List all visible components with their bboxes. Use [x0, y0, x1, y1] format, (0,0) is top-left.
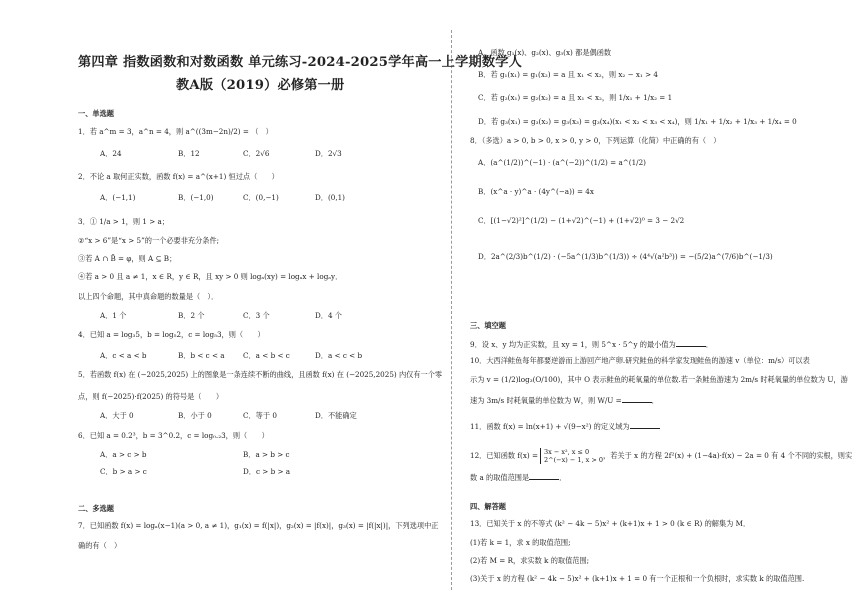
- section-solution: 四、解答题: [470, 502, 506, 511]
- question-13-part2: (2)若 M = R，求实数 k 的取值范围;: [470, 556, 590, 565]
- q6-option-c: C．b > a > c: [100, 467, 147, 476]
- question-5-line1: 5．若函数 f(x) 在 (−2025,2025) 上的图象是一条连续不断的曲线，且函数 f(x) 在 (−2025,2025) 内仅有一个零: [78, 370, 443, 379]
- q5-option-c: C．等于 0: [243, 411, 277, 420]
- q7-option-c: C．若 g₂(x₁) = g₂(x₂) = a 且 x₁ < x₂，则 1/x₁ + 1/x₂ = 1: [478, 93, 673, 102]
- q4-option-a: A．c < a < b: [100, 351, 147, 360]
- question-10-tail: ．: [651, 396, 659, 405]
- question-12-line2-text: 数 a 的取值范围是: [470, 473, 530, 482]
- q1-option-c: C．2√6: [243, 149, 270, 158]
- q3-option-c: C．3 个: [243, 311, 270, 320]
- q2-option-d: D．(0,1): [315, 193, 345, 202]
- question-1: 1．若 a^m = 3，a^n = 4，则 a^((3m−2n)/2) = （ ）: [78, 127, 273, 136]
- question-3-line1: 3．① 1/a > 1，则 1 > a；: [78, 217, 169, 226]
- document-title-line1: 第四章 指数函数和对数函数 单元练习-2024-2025学年高一上学期数学人: [78, 55, 523, 70]
- piecewise-case-2: 2^(−x) − 1, x > 0: [544, 456, 603, 464]
- question-13-line1: 13．已知关于 x 的不等式 (k² − 4k − 5)x² + (k+1)x + 1 > 0 (k ∈ R) 的解集为 M．: [470, 519, 751, 528]
- answer-blank: [622, 395, 652, 403]
- q3-option-a: A．1 个: [100, 311, 127, 320]
- q3-option-b: B．2 个: [178, 311, 205, 320]
- question-12-tail: ．: [559, 473, 567, 482]
- question-12-lead: 12．已知函数 f(x) =: [470, 451, 538, 460]
- column-divider: [451, 30, 452, 590]
- question-9-text: 9．设 x、y 均为正实数，且 xy = 1，则 5^x · 5^y 的最小值为: [470, 340, 676, 349]
- q7-option-b: B．若 g₁(x₁) = g₁(x₂) = a 且 x₁ < x₂，则 x₂ − x₁ > 4: [478, 70, 658, 79]
- q1-option-d: D．2√3: [315, 149, 342, 158]
- question-6: 6．已知 a = 0.2³，b = 3^0.2，c = log₀.₂3，则（ ）: [78, 431, 269, 440]
- q5-option-a: A．大于 0: [100, 411, 134, 420]
- section-fill-blank: 三、填空题: [470, 321, 506, 330]
- section-multiple-choice: 二、多选题: [78, 504, 114, 513]
- q8-option-d: D．2a^(2/3)b^(1/2) · (−5a^(1/3)b^(1/3)) ÷ (4⁴√(a²b³)) = −(5/2)a^(7/6)b^(−1/3): [478, 252, 773, 261]
- q2-option-c: C．(0,−1): [243, 193, 279, 202]
- q8-option-a: A．(a^(1/2))^(−1) · (a^(−2))^(1/2) = a^(1/2): [478, 158, 646, 167]
- question-5-line2: 点，则 f(−2025)·f(2025) 的符号是（ ）: [78, 392, 224, 401]
- question-3-line3: ③若 A ∩ B̄ = φ，则 A ⊆ B；: [78, 254, 177, 263]
- answer-blank: [529, 472, 559, 480]
- question-12-line1: [470, 448, 852, 464]
- question-12-rest: ，若关于 x 的方程 2f²(x) + (1−4a)·f(x) − 2a = 0 有 4 个不同的实根，则实: [603, 451, 853, 460]
- piecewise-case-1: 3x − x², x ≤ 0: [544, 448, 590, 456]
- q6-option-a: A．a > c > b: [100, 450, 147, 459]
- q2-option-a: A．(−1,1): [100, 193, 136, 202]
- right-column: [470, 0, 853, 608]
- q4-option-d: D．a < c < b: [315, 351, 363, 360]
- q5-option-b: B．小于 0: [178, 411, 212, 420]
- question-12-line2: [470, 472, 566, 482]
- question-3-line5: 以上四个命题，其中真命题的数量是（ ）．: [78, 292, 219, 301]
- answer-blank: [630, 421, 660, 429]
- question-4: 4．已知 a = log₃5，b = log₅2，c = log₅3，则（ ）: [78, 330, 265, 339]
- piecewise-brace: [540, 448, 603, 464]
- question-10-line3-text: 速为 3m/s 时耗氧量的单位数为 W，则 W/U =: [470, 396, 622, 405]
- question-8: 8．（多选）a > 0, b > 0, x > 0, y > 0，下列运算（化简）中正确的有（ ）: [470, 136, 721, 145]
- answer-blank: [676, 339, 706, 347]
- q8-option-b: B．(x^a · y)^a · (4y^(−a)) = 4x: [478, 187, 594, 196]
- section-single-choice: 一、单选题: [78, 109, 114, 118]
- q6-option-d: D．c > b > a: [243, 467, 291, 476]
- q7-option-a: A．函数 g₁(x)、g₂(x)、g₃(x) 都是偶函数: [478, 48, 612, 57]
- question-3-line2: ②“x > 6”是“x > 5”的一个必要非充分条件;: [78, 236, 220, 245]
- question-3-line4: ④若 a > 0 且 a ≠ 1，x ∈ R，y ∈ R，且 xy > 0 则 logₐ(xy) = logₐx + logₐy．: [78, 272, 343, 281]
- question-9: [470, 339, 713, 349]
- q1-option-b: B．12: [178, 149, 200, 158]
- q2-option-b: B．(−1,0): [178, 193, 214, 202]
- q6-option-b: B．a > b > c: [243, 450, 290, 459]
- question-10-line1: 10．大西洋鲑鱼每年都要逆游而上游回产地产卵.研究鲑鱼的科学家发现鲑鱼的游速 v（单位：m/s）可以表: [470, 356, 810, 365]
- question-10-line3: [470, 395, 659, 405]
- q4-option-b: B．b < c < a: [178, 351, 225, 360]
- question-7-line1: 7．已知函数 f(x) = logₐ(x−1)(a > 0, a ≠ 1)，g₁(x) = f(|x|)，g₂(x) = |f(x)|，g₃(x) = |f(|x|)|，下列选项中正: [78, 521, 439, 530]
- q7-option-d: D．若 g₃(x₁) = g₃(x₂) = g₃(x₃) = g₃(x₄)(x₁ < x₂ < x₃ < x₄)，则 1/x₁ + 1/x₂ + 1/x₃ + 1/x₄ = 0: [478, 117, 797, 126]
- question-11: [470, 421, 660, 431]
- question-9-tail: ．: [705, 340, 713, 349]
- question-10-line2: 示为 v = (1/2)log₃(O/100)，其中 O 表示鲑鱼的耗氧量的单位数.若一条鲑鱼游速为 2m/s 时耗氧量的单位数为 U，游: [470, 375, 848, 384]
- question-13-part3: (3)关于 x 的方程 (k² − 4k − 5)x² + (k+1)x + 1 = 0 有一个正根和一个负根时，求实数 k 的取值范围.: [470, 574, 805, 583]
- document-title-line2: 教A版（2019）必修第一册: [176, 78, 345, 93]
- q3-option-d: D．4 个: [315, 311, 342, 320]
- q1-option-a: A．24: [100, 149, 122, 158]
- q4-option-c: C．a < b < c: [243, 351, 290, 360]
- question-2: 2．不论 a 取何正实数，函数 f(x) = a^(x+1) 恒过点（ ）: [78, 172, 279, 181]
- question-7-line2: 确的有（ ）: [78, 541, 122, 550]
- question-11-text: 11．函数 f(x) = ln(x+1) + √(9−x²) 的定义域为: [470, 422, 630, 431]
- question-13-part1: (1)若 k = 1，求 x 的取值范围;: [470, 538, 571, 547]
- q8-option-c: C．[(1−√2)²]^(1/2) − (1+√2)^(−1) + (1+√2)⁰ = 3 − 2√2: [478, 216, 685, 225]
- q5-option-d: D．不能确定: [315, 411, 357, 420]
